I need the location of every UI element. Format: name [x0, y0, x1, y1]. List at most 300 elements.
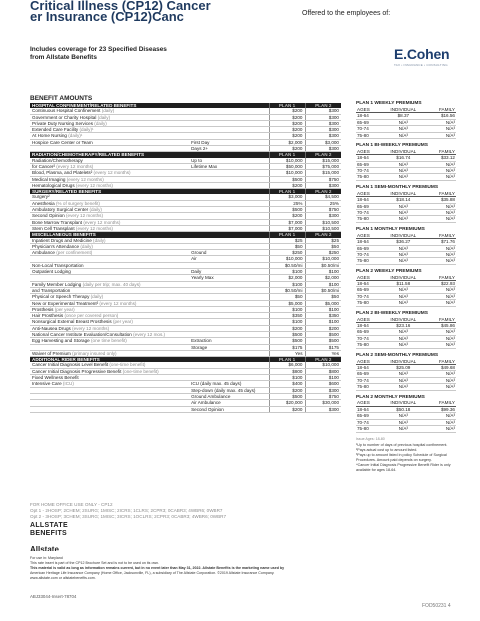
plan-2-column-header: PLAN 2	[305, 232, 341, 238]
plan-2-value: $15,000	[305, 158, 341, 164]
plan-1-value: $10,000	[269, 158, 305, 164]
brand-line-2: BENEFITS	[30, 530, 68, 537]
benefit-option: Ground Ambulance	[189, 393, 269, 399]
benefit-name: Prosthesis	[32, 306, 54, 312]
age-band: 75-80	[356, 174, 380, 180]
ages-header: AGES	[356, 191, 380, 197]
individual-header: INDIVIDUAL	[380, 233, 426, 239]
premium-table-title: PLAN 1 BI-WEEKLY PREMIUMS	[356, 142, 428, 148]
benefit-qualifier: (per confinement)	[56, 250, 93, 256]
benefit-name: Physician's Attendance	[32, 243, 80, 249]
plan-2-value: $300	[305, 406, 341, 412]
benefit-name: Radiation/Chemotherapy	[32, 157, 83, 163]
age-band: 75-80	[356, 300, 380, 306]
individual-header: INDIVIDUAL	[380, 191, 426, 197]
premium-row	[356, 342, 456, 348]
individual-premium: N/A³	[380, 210, 426, 216]
benefit-name: National Cancer Institute Evaluation/Consultation	[32, 331, 132, 337]
premium-table	[356, 353, 456, 391]
plan-1-value: $100	[269, 306, 305, 312]
premium-column	[356, 101, 456, 473]
family-premium: N/A³	[426, 377, 456, 383]
plan-1-value: $10,000	[269, 170, 305, 176]
premium-grid	[356, 233, 456, 265]
plan-2-value: $50	[305, 294, 341, 300]
plan-1-value: $200	[269, 133, 305, 139]
premium-grid	[356, 107, 456, 139]
family-premium: $35.88	[426, 197, 456, 203]
plan-2-value: $0.50/mi	[305, 287, 341, 293]
home-office-line-1: FOR HOME OFFICE USE ONLY - CP12	[30, 502, 113, 507]
individual-premium: N/A³	[380, 371, 426, 377]
benefit-qualifier: (every 12 months)	[65, 213, 104, 219]
family-premium: $33.12	[426, 155, 456, 161]
benefit-name: Medical Imaging	[32, 176, 66, 182]
family-premium: N/A³	[426, 293, 456, 299]
benefit-name: New or Experimental Treatment²	[32, 300, 99, 306]
benefit-option: Step-down (daily max. 45 days)	[189, 387, 269, 393]
age-band: 18-64	[356, 323, 380, 329]
age-band: 65-69	[356, 119, 380, 125]
plan-2-value: 25%	[305, 200, 341, 206]
premium-table-title: PLAN 2 MONTHLY PREMIUMS	[356, 394, 425, 400]
plan-1-value: $5,000	[269, 300, 305, 306]
family-premium: N/A³	[426, 161, 456, 167]
premium-table	[356, 143, 456, 181]
premium-grid	[356, 275, 456, 307]
family-header: FAMILY	[426, 107, 456, 113]
plan-2-value: $250	[305, 250, 341, 256]
individual-premium: N/A³	[380, 413, 426, 419]
benefit-name-cell	[30, 406, 189, 412]
plan-2-value: $3,000	[305, 139, 341, 145]
offered-to-label: Offered to the employees of:	[302, 10, 391, 17]
benefit-qualifier: (once per covered person)	[64, 313, 119, 319]
age-band: 65-69	[356, 245, 380, 251]
premium-row	[356, 216, 456, 222]
age-band: 65-69	[356, 329, 380, 335]
benefit-name: Continuous Hospital Confinement	[32, 108, 101, 114]
family-header: FAMILY	[426, 149, 456, 155]
ages-header: AGES	[356, 275, 380, 281]
benefit-qualifier: (one-time benefit)	[122, 368, 159, 374]
document-title	[30, 0, 230, 40]
benefit-name: Outpatient Lodging	[32, 269, 71, 275]
individual-header: INDIVIDUAL	[380, 317, 426, 323]
plan-2-value: $10,500	[305, 219, 341, 225]
benefit-qualifier: (ICU)	[62, 381, 74, 387]
benefit-qualifier: (every 12 months)	[66, 176, 104, 182]
premium-table	[356, 185, 456, 223]
family-premium: N/A³	[426, 203, 456, 209]
individual-premium: N/A³	[380, 216, 426, 222]
family-premium: N/A³	[426, 300, 456, 306]
plan-1-value: $100	[269, 375, 305, 381]
footnote: ⁴Cancer Initial Diagnosis Progressive Benefit Rider is only	[356, 462, 451, 467]
individual-premium: N/A³	[380, 335, 426, 341]
plan-1-value: $200	[269, 182, 305, 188]
benefit-option: Air	[189, 256, 269, 262]
plan-1-value: $500	[269, 331, 305, 337]
plan-2-value: $0.50/mi	[305, 262, 341, 268]
premium-grid	[356, 359, 456, 391]
benefit-name: Stem Cell Transplant	[32, 225, 75, 231]
plan-2-value: $500	[305, 338, 341, 344]
plan-2-value: $10,000	[305, 256, 341, 262]
benefit-option: Up to	[189, 158, 269, 164]
ages-header: AGES	[356, 400, 380, 406]
premium-table	[356, 101, 456, 139]
individual-header: INDIVIDUAL	[380, 275, 426, 281]
premium-table-title: PLAN 1 SEMI-MONTHLY PREMIUMS	[356, 184, 439, 190]
benefit-qualifier: (daily per trip; max. 40 days)	[82, 281, 141, 287]
plan-2-value: $75,000	[305, 163, 341, 169]
benefit-name: Egg Harvesting and Storage	[32, 338, 90, 344]
age-band: 65-69	[356, 203, 380, 209]
family-header: FAMILY	[426, 400, 456, 406]
age-band: 75-80	[356, 342, 380, 348]
premium-table-title: PLAN 1 MONTHLY PREMIUMS	[356, 226, 425, 232]
age-band: 18-64	[356, 197, 380, 203]
plan-1-value: $0.50/mi	[269, 262, 305, 268]
benefit-amounts-table	[30, 103, 341, 413]
plan-2-value: $30,000	[305, 400, 341, 406]
benefit-name: Anti-Nausea Drugs	[32, 325, 71, 331]
ages-header: AGES	[356, 107, 380, 113]
benefit-name: Nonsurgical External Breast Prosthesis	[32, 319, 112, 325]
benefit-name: Waiver of Premium	[32, 350, 71, 356]
plan-2-value: $100	[305, 319, 341, 325]
family-premium: N/A³	[426, 216, 456, 222]
benefit-option: Daily	[189, 269, 269, 275]
individual-premium: N/A³	[380, 300, 426, 306]
family-premium: N/A³	[426, 335, 456, 341]
premium-grid	[356, 317, 456, 349]
benefit-name: Bone Marrow Transplant	[32, 219, 83, 225]
premium-row	[356, 384, 456, 390]
allstate-benefits-brand	[30, 522, 68, 546]
plan-1-value: $200	[269, 146, 305, 152]
footnote: ³Pays up to amount listed in policy Schedule of Surgical	[356, 452, 447, 457]
age-band: 70-74	[356, 377, 380, 383]
individual-premium: N/A³	[380, 132, 426, 138]
plan-2-value: $300	[305, 120, 341, 126]
legal-line-1: For use in: Maryland	[30, 556, 63, 560]
benefit-qualifier: (daily)¹	[68, 133, 83, 139]
plan-2-value: $100	[305, 269, 341, 275]
age-band: 18-64	[356, 281, 380, 287]
individual-premium: $18.14	[380, 197, 426, 203]
individual-premium: $11.58	[380, 281, 426, 287]
plan-1-value: $100	[269, 281, 305, 287]
individual-premium: N/A³	[380, 168, 426, 174]
plan-2-value: $50	[305, 243, 341, 249]
benefit-name: Physical or Speech Therapy	[32, 294, 90, 300]
family-premium: N/A³	[426, 342, 456, 348]
age-band: 65-69	[356, 161, 380, 167]
premium-row	[356, 132, 456, 138]
footnote: ²Pays actual cost up to amount listed.	[356, 447, 418, 452]
legal-disclaimer	[30, 556, 352, 581]
benefit-name: Hair Prosthesis	[32, 313, 64, 319]
premium-row	[356, 426, 456, 432]
section-title: RADIATION/CHEMOTHERAPY/RELATED BENEFITS	[30, 152, 269, 158]
benefit-qualifier: (daily)	[94, 120, 107, 126]
family-premium: N/A³	[426, 371, 456, 377]
family-premium: N/A³	[426, 210, 456, 216]
legal-line-4: American Heritage Life Insurance Company (Home Office, Jacksonville, FL), a subsidiary of The Allstate Corporation. ©2019 Allstate Insurance Company.	[30, 571, 275, 575]
plan-1-value: $50	[269, 243, 305, 249]
plan-1-value: $25	[269, 238, 305, 244]
family-premium: N/A³	[426, 413, 456, 419]
age-band: 70-74	[356, 251, 380, 257]
family-premium: $71.76	[426, 239, 456, 245]
age-band: 75-80	[356, 132, 380, 138]
benefit-qualifier: (primary insured only)	[72, 350, 117, 356]
age-band: 65-69	[356, 287, 380, 293]
plan-2-value: $750	[305, 393, 341, 399]
plan-2-value: $800	[305, 368, 341, 374]
benefit-option: Ground	[189, 250, 269, 256]
individual-header: INDIVIDUAL	[380, 359, 426, 365]
family-premium: N/A³	[426, 168, 456, 174]
section-title: MISCELLANEOUS BENEFITS	[30, 232, 269, 238]
age-band: 18-64	[356, 364, 380, 370]
benefit-amounts-heading: BENEFIT AMOUNTS	[30, 95, 93, 102]
individual-premium: N/A³	[380, 119, 426, 125]
plan-2-value: $300	[305, 108, 341, 114]
footnote: ¹Up to number of days of previous hospital confinement.	[356, 442, 448, 447]
premium-grid	[356, 400, 456, 432]
individual-header: INDIVIDUAL	[380, 107, 426, 113]
family-premium: $49.68	[426, 364, 456, 370]
benefit-name: Hospice Care Center or Team	[32, 139, 93, 145]
premium-row	[356, 174, 456, 180]
benefit-qualifier: (one time benefit)	[91, 338, 127, 344]
benefit-option: Yearly Max	[189, 275, 269, 281]
footnote: Procedures. Amount paid depends on surgery.	[356, 457, 432, 462]
premium-table-title: PLAN 2 SEMI-MONTHLY PREMIUMS	[356, 352, 439, 358]
ages-header: AGES	[356, 233, 380, 239]
family-premium: N/A³	[426, 258, 456, 264]
plan-1-value: $6,000	[269, 362, 305, 368]
individual-header: INDIVIDUAL	[380, 400, 426, 406]
insert-code: ABJ33044-Insert-78704	[30, 594, 77, 599]
individual-premium: $16.74	[380, 155, 426, 161]
family-premium: N/A³	[426, 287, 456, 293]
plan-1-value: $50,000	[269, 163, 305, 169]
footnote: available for ages 18-64.	[356, 467, 397, 472]
plan-1-value: $200	[269, 114, 305, 120]
age-band: 70-74	[356, 210, 380, 216]
individual-premium: N/A³	[380, 161, 426, 167]
benefit-qualifier: (per year)	[112, 319, 133, 325]
plan-2-value: $300	[305, 146, 341, 152]
family-header: FAMILY	[426, 359, 456, 365]
individual-premium: N/A³	[380, 426, 426, 432]
plan-1-value: $10,000	[269, 256, 305, 262]
plan-1-value: $7,000	[269, 219, 305, 225]
age-band: 65-69	[356, 371, 380, 377]
age-band: 65-69	[356, 413, 380, 419]
home-office-codes	[30, 502, 330, 520]
plan-1-value: $800	[269, 368, 305, 374]
plan-1-value: $250	[269, 250, 305, 256]
plan-2-value: $300	[305, 387, 341, 393]
plan-1-value: 25%	[269, 200, 305, 206]
individual-premium: N/A³	[380, 384, 426, 390]
ages-header: AGES	[356, 317, 380, 323]
benefit-name: Ambulatory Surgical Center	[32, 207, 89, 213]
benefit-name: for Cancer²	[32, 163, 55, 169]
benefit-name: Hematological Drugs	[32, 182, 75, 188]
plan-1-value: $2,000	[269, 139, 305, 145]
benefit-name: and Transportation	[32, 287, 71, 293]
plan-1-value: $500	[269, 207, 305, 213]
family-premium: N/A³	[426, 384, 456, 390]
plan-2-value: $100	[305, 375, 341, 381]
benefit-row	[30, 406, 341, 412]
benefit-qualifier: (daily)	[93, 237, 106, 243]
section-title: SURGERY/RELATED BENEFITS	[30, 189, 269, 195]
family-premium: N/A³	[426, 245, 456, 251]
family-premium: N/A³	[426, 419, 456, 425]
family-premium: N/A³	[426, 126, 456, 132]
family-premium: $45.86	[426, 323, 456, 329]
plan-2-value: $300	[305, 114, 341, 120]
plan-2-value: $100	[305, 306, 341, 312]
plan-1-column-header: PLAN 1	[269, 357, 305, 363]
plan-2-value: $10,500	[305, 225, 341, 231]
benefit-qualifier: (daily)	[80, 243, 93, 249]
benefit-option: Extraction	[189, 338, 269, 344]
individual-premium: $36.27	[380, 239, 426, 245]
family-premium: $99.36	[426, 406, 456, 412]
benefit-name: Blood, Plasma, and Platelets²	[32, 170, 93, 176]
employer-logo	[394, 46, 456, 67]
benefit-name: Non-Local Transportation	[32, 262, 84, 268]
benefit-name: Second Opinion	[32, 213, 65, 219]
family-premium: N/A³	[426, 119, 456, 125]
plan-1-value: $3,000	[269, 194, 305, 200]
premium-grid	[356, 191, 456, 223]
benefit-option: Lifetime Max	[189, 163, 269, 169]
premium-row	[356, 300, 456, 306]
benefit-qualifier: (every 12 months)	[56, 163, 94, 169]
benefit-qualifier: (daily)	[90, 294, 104, 300]
plan-2-value: $300	[305, 133, 341, 139]
individual-header: INDIVIDUAL	[380, 149, 426, 155]
premium-table-title: PLAN 2 WEEKLY PREMIUMS	[356, 268, 422, 274]
individual-premium: $50.18	[380, 406, 426, 412]
individual-premium: N/A³	[380, 377, 426, 383]
plan-2-value: $200	[305, 325, 341, 331]
plan-1-value: $500	[269, 393, 305, 399]
individual-premium: N/A³	[380, 287, 426, 293]
plan-1-value: $2,000	[269, 275, 305, 281]
form-number: FOD50231 4	[422, 603, 451, 609]
premium-tables	[356, 101, 456, 433]
individual-premium: N/A³	[380, 258, 426, 264]
family-premium: N/A³	[426, 251, 456, 257]
plan-1-column-header: PLAN 1	[269, 189, 305, 195]
plan-2-value: $25	[305, 238, 341, 244]
individual-premium: N/A³	[380, 419, 426, 425]
benefit-option: First Day	[189, 139, 269, 145]
plan-2-value: $175	[305, 344, 341, 350]
plan-1-value: Yes	[269, 350, 305, 356]
age-band: 18-64	[356, 155, 380, 161]
age-band: 75-80	[356, 258, 380, 264]
plan-1-value: $100	[269, 269, 305, 275]
home-office-line-2: Opt 1 - 2HOSP; 2CHEM; 2SURG; 1MISC; 2ICRS; 1CLRS; 2CPR3; 0CABR3; 4WBR6; 0WBR7	[30, 508, 223, 513]
plan-2-value: $750	[305, 207, 341, 213]
issue-ages: Issue Ages: 18-80	[356, 436, 385, 441]
age-band: 75-80	[356, 216, 380, 222]
plan-2-value: Yes	[305, 350, 341, 356]
individual-premium: N/A³	[380, 126, 426, 132]
benefit-qualifier: (daily)	[89, 207, 102, 213]
benefit-qualifier: (daily)	[101, 108, 115, 114]
premium-table	[356, 269, 456, 307]
age-band: 18-64	[356, 239, 380, 245]
plan-2-value: $15,000	[305, 170, 341, 176]
age-band: 70-74	[356, 293, 380, 299]
plan-1-value: $200	[269, 127, 305, 133]
benefit-option: ICU (daily max. 45 days)	[189, 381, 269, 387]
plan-2-value: $300	[305, 213, 341, 219]
family-header: FAMILY	[426, 317, 456, 323]
premium-table	[356, 311, 456, 349]
age-band: 70-74	[356, 126, 380, 132]
title-line-1: Critical Illness (CP12) Cancer	[30, 0, 211, 13]
legal-line-5: www.allstate.com or allstatebenefits.com.	[30, 576, 96, 580]
benefit-name: Cancer Initial Diagnosis Progressive Benefit	[32, 368, 122, 374]
benefit-name: Intensive Care	[32, 381, 62, 387]
plan-2-column-header: PLAN 2	[305, 189, 341, 195]
plan-2-value: $4,500	[305, 194, 341, 200]
plan-2-value: $2,000	[305, 275, 341, 281]
family-premium: N/A³	[426, 174, 456, 180]
ages-header: AGES	[356, 149, 380, 155]
plan-2-value: $5,000	[305, 300, 341, 306]
plan-1-value: $200	[269, 406, 305, 412]
subtitle-line-1: Includes coverage for 23 Specified Diseases	[30, 46, 167, 53]
benefit-option: Air Ambulance	[189, 400, 269, 406]
premium-table	[356, 227, 456, 265]
premium-grid	[356, 149, 456, 181]
plan-2-value: $10,000	[305, 362, 341, 368]
plan-2-value: $300	[305, 127, 341, 133]
individual-premium: $23.16	[380, 323, 426, 329]
footnotes	[356, 443, 466, 473]
individual-premium: N/A³	[380, 329, 426, 335]
plan-2-column-header: PLAN 2	[305, 152, 341, 158]
benefit-name: Ambulance	[32, 250, 55, 256]
benefit-qualifier: (daily)	[97, 114, 111, 120]
plan-1-value: $200	[269, 213, 305, 219]
individual-premium: N/A³	[380, 174, 426, 180]
plan-1-column-header: PLAN 1	[269, 103, 305, 108]
plan-1-value: $200	[269, 387, 305, 393]
plan-1-value: $500	[269, 338, 305, 344]
plan-2-value: $500	[305, 331, 341, 337]
plan-1-value: $400	[269, 381, 305, 387]
age-band: 75-80	[356, 384, 380, 390]
individual-premium: $8.37	[380, 113, 426, 119]
plan-2-value: $350	[305, 313, 341, 319]
individual-premium: N/A³	[380, 245, 426, 251]
